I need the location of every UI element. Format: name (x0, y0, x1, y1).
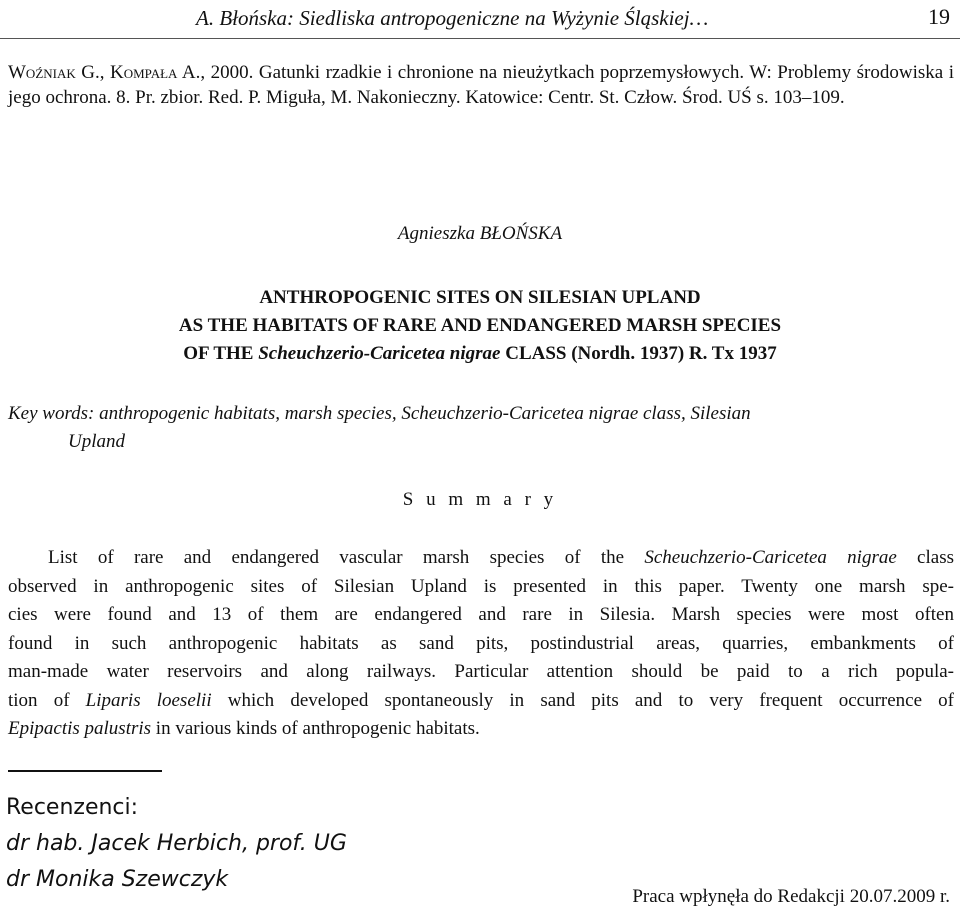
title-taxon: Scheuchzerio-Caricetea nigrae (258, 343, 501, 364)
reference-authors: Woźniak G., Kompała A. (8, 62, 201, 83)
title-line-2: AS THE HABITATS OF RARE AND ENDANGERED MARSH SPECIES (178, 315, 782, 336)
page-number: 19 (928, 4, 950, 29)
separator-rule (8, 770, 162, 772)
abstract-text: in various kinds of anthropogenic habitats. (151, 718, 480, 739)
reference-details: , 2000. Gatunki rzadkie i chronione na nieużytkach poprzemysłowych. W: Problemy środowiska i jego ochrona. 8. Pr. zbior. Red. P. Miguła, M. Nakonieczny. Katowice: Centr. St. Człow. Środ. UŚ s. 103–109. (8, 62, 954, 108)
reference-entry (8, 60, 954, 110)
abstract-taxon: Scheuchzerio-Caricetea nigrae (644, 547, 897, 568)
abstract-text: which developed spontaneously in sand pits and to very frequent occurrence of (211, 689, 954, 711)
abstract-text: class (896, 547, 954, 568)
running-header (0, 0, 960, 39)
abstract-taxon: Liparis loeselii (85, 689, 212, 711)
reviewer-2: dr Monika Szewczyk (6, 867, 229, 892)
abstract-line-5: man-made water reservoirs and along railways. Particular attention should be paid to a rich popula- (8, 661, 954, 682)
key-words-line-1: Key words: anthropogenic habitats, marsh species, Scheuchzerio-Caricetea nigrae class, Silesian (8, 403, 751, 424)
abstract-taxon: Epipactis palustris (8, 718, 152, 739)
abstract-line-2: observed in anthropogenic sites of Silesian Upland is presented in this paper. Twenty one marsh spe- (8, 575, 954, 597)
running-title: A. Błońska: Siedliska antropogeniczne na Wyżynie Śląskiej… (196, 6, 709, 30)
author-name: Agnieszka BŁOŃSKA (397, 223, 563, 244)
abstract-line-7 (8, 715, 954, 744)
title-line-3-start: OF THE (183, 343, 259, 364)
abstract (8, 544, 954, 744)
reviewers-block (6, 790, 347, 898)
abstract-line-3: cies were found and 13 of them are endangered and rare in Silesia. Marsh species were most often (8, 604, 954, 625)
abstract-line-6 (8, 687, 954, 716)
key-words (8, 400, 954, 456)
summary-heading: S u m m a r y (402, 489, 558, 510)
title-line-3 (0, 340, 960, 368)
abstract-text: List of rare and endangered vascular marsh species of the (48, 547, 645, 568)
reviewer-1: dr hab. Jacek Herbich, prof. UG (6, 831, 347, 856)
received-date: Praca wpłynęła do Redakcji 20.07.2009 r. (632, 886, 950, 907)
abstract-line-4: found in such anthropogenic habitats as sand pits, postindustrial areas, quarries, embankments of (8, 632, 954, 654)
abstract-text: tion of (8, 689, 86, 711)
key-words-line-2: Upland (68, 431, 125, 452)
reviewers-label: Recenzenci: (6, 795, 139, 820)
article-title (0, 284, 960, 368)
title-line-1: ANTHROPOGENIC SITES ON SILESIAN UPLAND (259, 287, 701, 308)
title-line-3-end: CLASS (Nordh. 1937) R. Tx 1937 (500, 343, 777, 364)
abstract-line-1 (8, 544, 954, 573)
